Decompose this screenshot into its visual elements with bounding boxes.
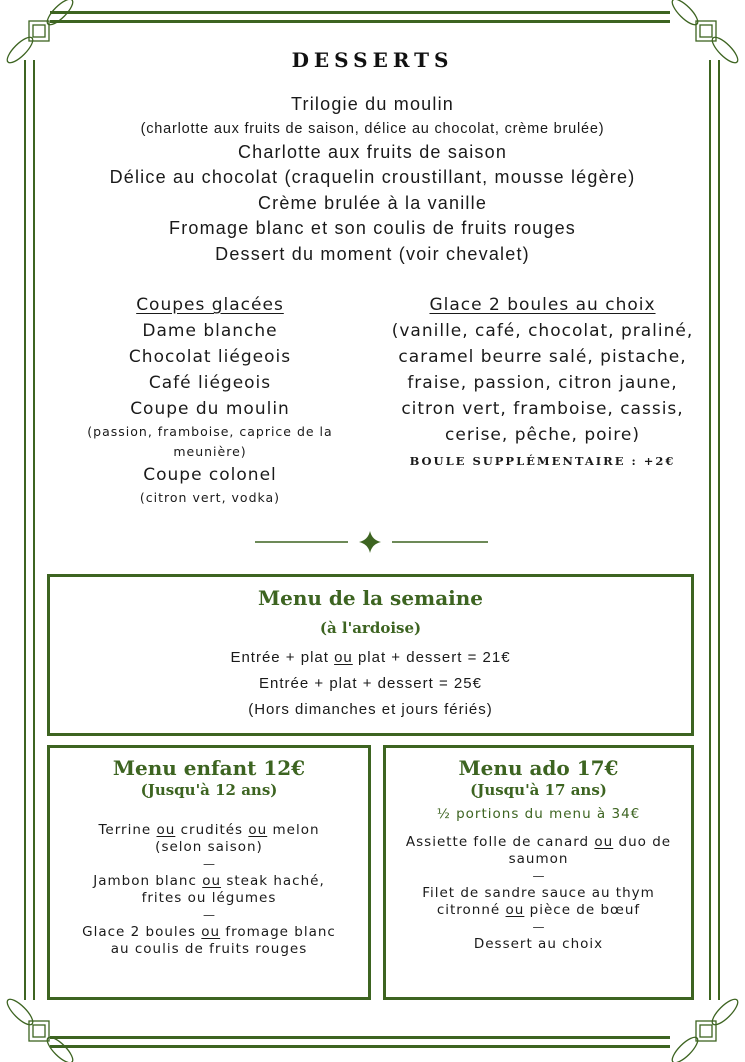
dessert-item-detail: (charlotte aux fruits de saison, délice au chocolat, crème brulée) (140, 120, 605, 137)
frame-top-inner (50, 20, 670, 23)
menu-enfant-course-3: Glace 2 boules ou fromage blanc au coulis de fruits rouges (82, 924, 336, 957)
dessert-item: Trilogie du moulin (291, 94, 454, 114)
course-separator: — (203, 908, 215, 922)
glace-section (385, 292, 700, 468)
menu-semaine-box (47, 574, 694, 736)
menu-enfant-course-2: Jambon blanc ou steak haché, frites ou légumes (93, 873, 325, 906)
four-point-star-icon (250, 530, 490, 554)
dessert-item: Délice au chocolat (craquelin croustillant, mousse légère) (109, 167, 636, 187)
coupes-heading: Coupes glacées (136, 295, 284, 315)
menu-enfant-box (47, 745, 371, 1000)
frame-right-inner (709, 60, 711, 1000)
frame-bottom-inner (50, 1036, 670, 1039)
dessert-item: Charlotte aux fruits de saison (237, 141, 508, 162)
dessert-item: Dessert du moment (voir chevalet) (215, 243, 530, 264)
menu-ado-subtitle: (Jusqu'à 17 ans) (470, 781, 607, 799)
menu-enfant-title: Menu enfant 12€ (112, 756, 306, 780)
menu-semaine-note: (Hors dimanches et jours fériés) (248, 701, 493, 718)
frame-left-outer (24, 60, 26, 1000)
menu-semaine-price-1: Entrée + plat ou plat + dessert = 21€ (230, 649, 511, 666)
coupe-item: Coupe colonel (143, 465, 277, 485)
dessert-item: Fromage blanc et son coulis de fruits rouges (169, 218, 576, 238)
coupe-item: Chocolat liégeois (128, 347, 292, 367)
coupe-item-detail: (passion, framboise, caprice de la meunière) (87, 424, 333, 459)
page-title: DESSERTS (291, 48, 454, 72)
menu-ado-course-1: Assiette folle de canard ou duo de saumon (405, 834, 672, 867)
menu-enfant-subtitle: (Jusqu'à 12 ans) (140, 781, 278, 799)
coupe-item: Coupe du moulin (130, 399, 290, 419)
corner-ornament-icon (670, 997, 740, 1062)
course-separator: — (532, 869, 545, 883)
coupes-section (60, 292, 360, 508)
menu-ado-title: Menu ado 17€ (458, 756, 619, 780)
menu-semaine-title: Menu de la semaine (257, 586, 484, 610)
frame-right-outer (718, 60, 720, 1000)
frame-left-inner (33, 60, 35, 1000)
corner-ornament-icon (5, 997, 75, 1062)
dessert-item: Crème brulée à la vanille (257, 192, 488, 213)
menu-enfant-course-1: Terrine ou crudités ou melon (selon saison) (98, 822, 320, 855)
course-separator: — (203, 857, 215, 871)
coupe-item: Dame blanche (142, 321, 278, 341)
menu-ado-box (383, 745, 694, 1000)
course-separator: — (532, 920, 545, 934)
coupe-item-detail: (citron vert, vodka) (139, 490, 281, 505)
glace-flavors: (vanille, café, chocolat, praliné, caramel beurre salé, pistache, fraise, passion, citron jaune, citron vert, framboise, cassis, cerise, pêche, poire) (391, 321, 694, 445)
frame-bottom-outer (50, 1045, 670, 1048)
menu-semaine-subtitle: (à l'ardoise) (319, 619, 422, 637)
menu-ado-course-3: Dessert au choix (473, 936, 604, 952)
frame-top-outer (50, 11, 670, 14)
menu-ado-course-2: Filet de sandre sauce au thym citronné ou pièce de bœuf (422, 885, 655, 918)
menu-ado-note: ½ portions du menu à 34€ (436, 806, 641, 822)
glace-heading: Glace 2 boules au choix (429, 295, 656, 315)
desserts-list (60, 92, 685, 267)
coupe-item: Café liégeois (148, 373, 272, 393)
menu-semaine-price-2: Entrée + plat + dessert = 25€ (259, 675, 482, 692)
extra-scoop-price: BOULE SUPPLÉMENTAIRE : +2€ (409, 454, 676, 468)
